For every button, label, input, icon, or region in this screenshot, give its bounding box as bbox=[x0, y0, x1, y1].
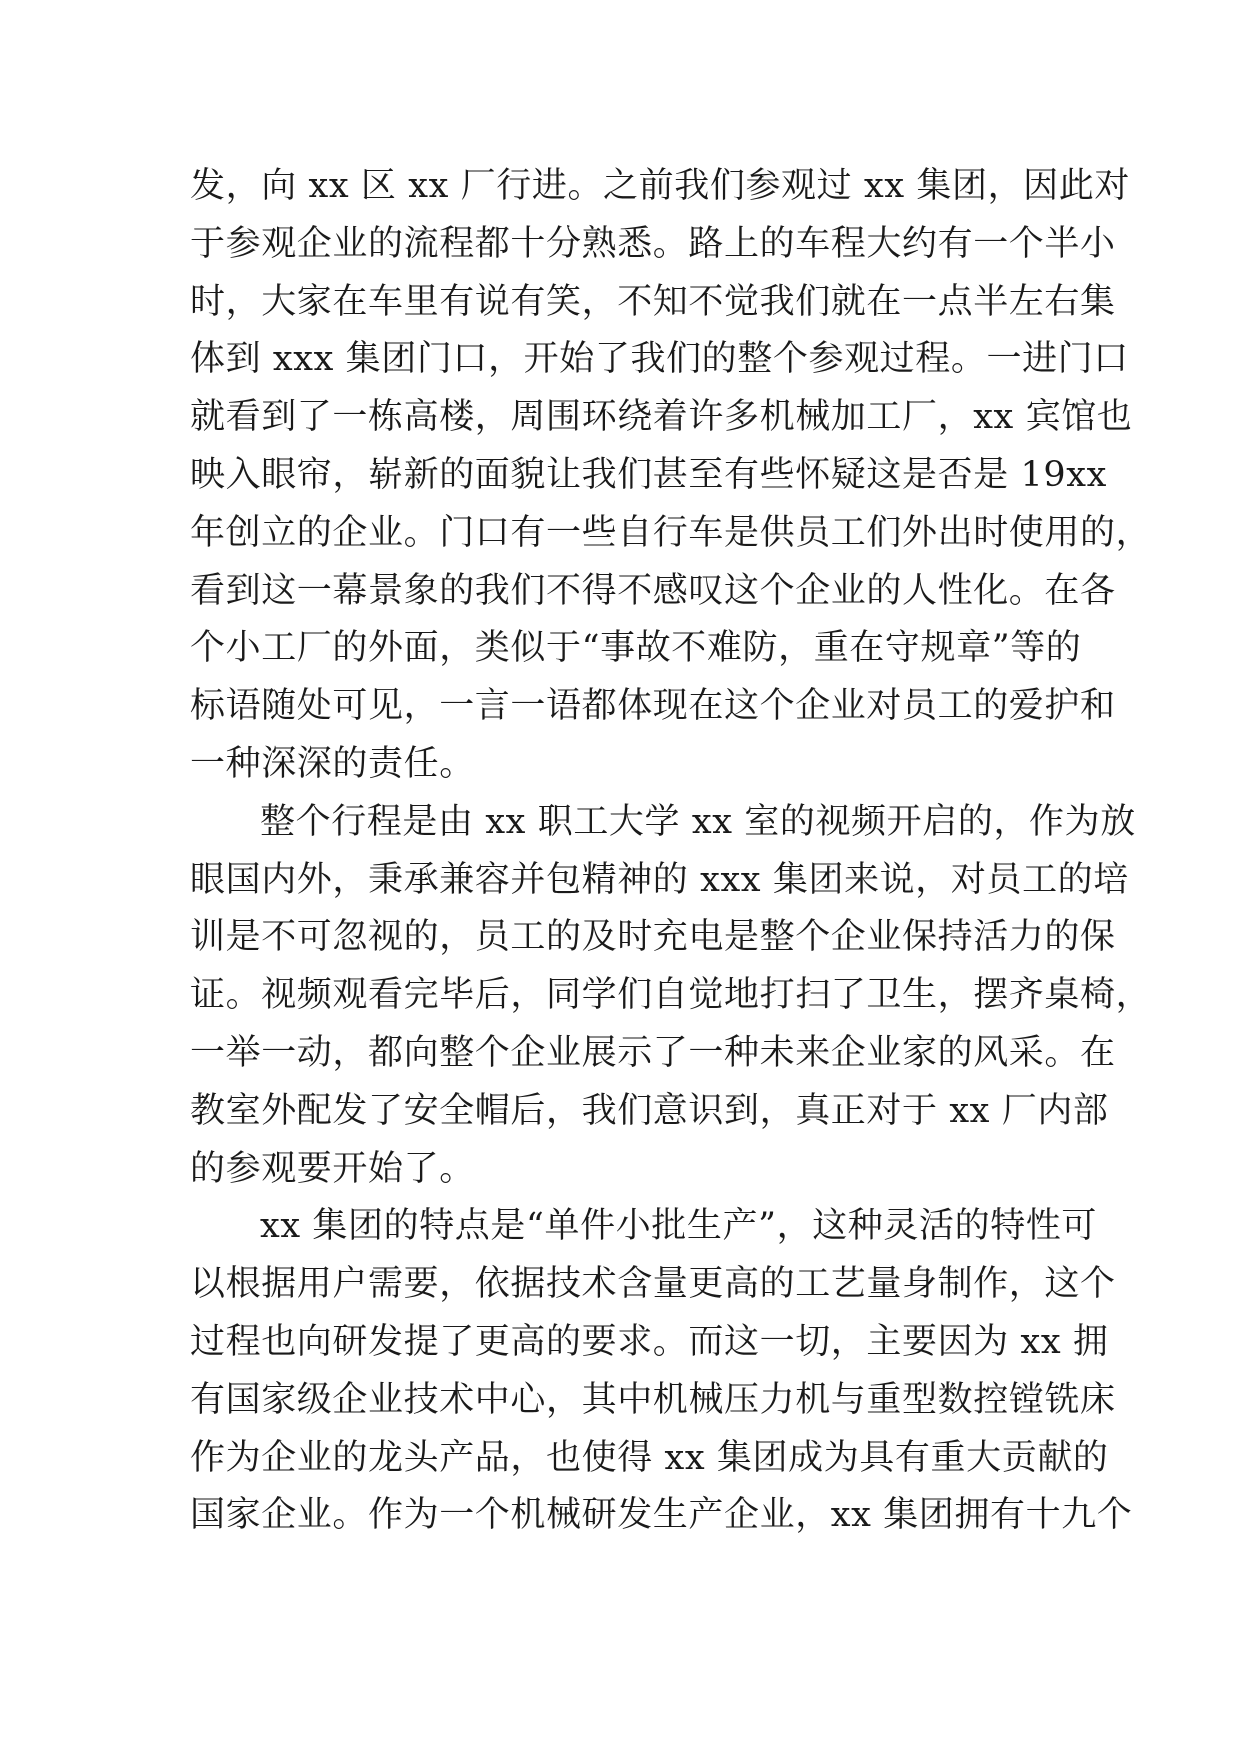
text-line: 年创立的企业。门口有一些自行车是供员工们外出时使用的， bbox=[190, 512, 1152, 553]
text-line: 整个行程是由 xx 职工大学 xx 室的视频开启的，作为放 bbox=[260, 801, 1136, 842]
text-line: xx 集团的特点是“单件小批生产”，这种灵活的特性可 bbox=[260, 1206, 1097, 1247]
text-line: 一举一动，都向整个企业展示了一种未来企业家的风采。在 bbox=[190, 1032, 1116, 1073]
text-line: 于参观企业的流程都十分熟悉。路上的车程大约有一个半小 bbox=[190, 223, 1116, 264]
text-line: 以根据用户需要，依据技术含量更高的工艺量身制作，这个 bbox=[190, 1264, 1116, 1305]
paragraph-3 bbox=[190, 1198, 1133, 1545]
body-text bbox=[190, 158, 1152, 1545]
text-line: 国家企业。作为一个机械研发生产企业，xx 集团拥有十九个 bbox=[190, 1495, 1133, 1536]
text-line: 一种深深的责任。 bbox=[190, 743, 475, 784]
text-line: 有国家级企业技术中心，其中机械压力机与重型数控镗铣床 bbox=[190, 1379, 1116, 1420]
text-line: 个小工厂的外面，类似于“事故不难防，重在守规章”等的 bbox=[190, 628, 1082, 669]
text-line: 教室外配发了安全帽后，我们意识到，真正对于 xx 厂内部 bbox=[190, 1090, 1109, 1131]
text-line: 映入眼帘，崭新的面貌让我们甚至有些怀疑这是否是 19xx bbox=[190, 454, 1107, 495]
text-line: 看到这一幕景象的我们不得不感叹这个企业的人性化。在各 bbox=[190, 570, 1116, 611]
text-line: 标语随处可见，一言一语都体现在这个企业对员工的爱护和 bbox=[190, 686, 1116, 727]
text-line: 发，向 xx 区 xx 厂行进。之前我们参观过 xx 集团，因此对 bbox=[190, 166, 1130, 206]
text-line: 的参观要开始了。 bbox=[190, 1148, 475, 1189]
text-line: 体到 xxx 集团门口，开始了我们的整个参观过程。一进门口 bbox=[190, 339, 1129, 380]
paragraph-1 bbox=[190, 158, 1152, 794]
text-line: 眼国内外，秉承兼容并包精神的 xxx 集团来说，对员工的培 bbox=[190, 859, 1129, 900]
text-line: 就看到了一栋高楼，周围环绕着许多机械加工厂，xx 宾馆也 bbox=[190, 397, 1133, 438]
text-line: 作为企业的龙头产品，也使得 xx 集团成为具有重大贡献的 bbox=[190, 1437, 1109, 1478]
text-line: 证。视频观看完毕后，同学们自觉地打扫了卫生，摆齐桌椅， bbox=[190, 975, 1152, 1016]
text-line: 训是不可忽视的，员工的及时充电是整个企业保持活力的保 bbox=[190, 917, 1116, 958]
text-line: 时，大家在车里有说有笑，不知不觉我们就在一点半左右集 bbox=[190, 281, 1116, 322]
text-line: 过程也向研发提了更高的要求。而这一切，主要因为 xx 拥 bbox=[190, 1321, 1109, 1362]
paragraph-2 bbox=[190, 794, 1152, 1199]
